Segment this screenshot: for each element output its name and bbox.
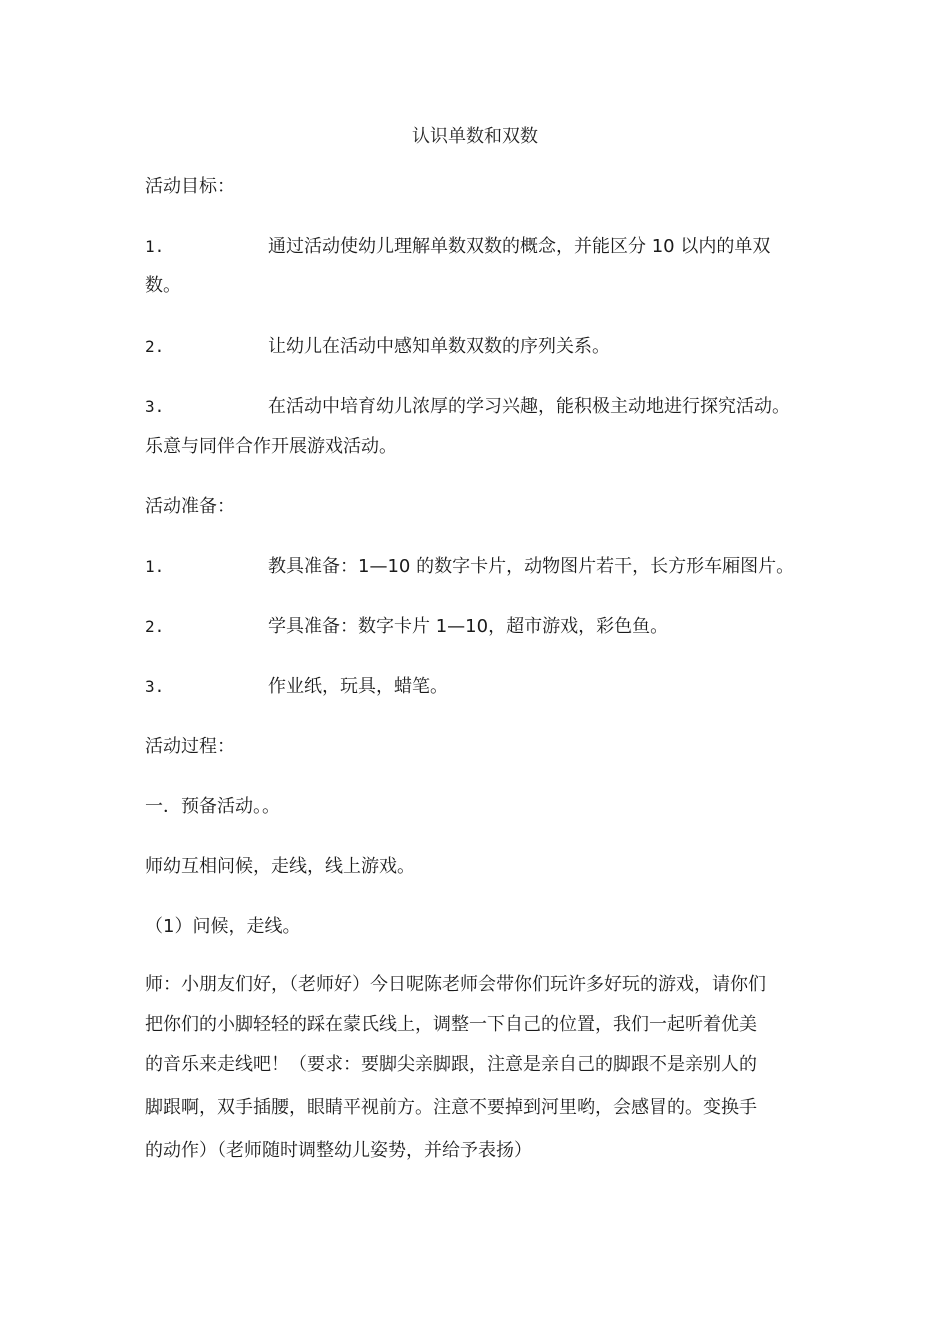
speech-line-4: 脚跟啊，双手插腰，眼睛平视前方。注意不要掉到河里哟，会感冒的。变换手 [145, 1097, 757, 1118]
goal-text-3: 在活动中培育幼儿浓厚的学习兴趣，能积极主动地进行探究活动。 [268, 396, 790, 417]
goal-text-2: 让幼儿在活动中感知单数双数的序列关系。 [268, 336, 610, 357]
process-paragraph-3: （1）问候，走线。 [145, 916, 301, 937]
process-paragraph-2: 师幼互相问候，走线，线上游戏。 [145, 856, 415, 877]
speech-line-3: 的音乐来走线吧！（要求：要脚尖亲脚跟，注意是亲自己的脚跟不是亲别人的 [145, 1054, 757, 1075]
speech-line-1: 师：小朋友们好，（老师好）今日呢陈老师会带你们玩许多好玩的游戏，请你们 [145, 974, 766, 995]
goal-number-2: 2. [145, 337, 165, 356]
prep-text-2: 学具准备：数字卡片 1—10，超市游戏，彩色鱼。 [268, 616, 669, 637]
goal-text-1-continuation: 数。 [145, 275, 181, 296]
prep-number-3: 3. [145, 677, 165, 696]
speech-line-5: 的动作）（老师随时调整幼儿姿势，并给予表扬） [145, 1140, 532, 1161]
process-heading: 活动过程： [145, 736, 235, 757]
document-title: 认识单数和双数 [412, 126, 538, 147]
goal-text-1: 通过活动使幼儿理解单数双数的概念，并能区分 10 以内的单双 [268, 236, 771, 257]
goal-number-3: 3. [145, 397, 165, 416]
prep-text-1: 教具准备：1—10 的数字卡片，动物图片若干，长方形车厢图片。 [268, 556, 795, 577]
goal-number-1: 1. [145, 237, 165, 256]
process-paragraph-1: 一．预备活动。。 [145, 796, 280, 817]
goal-text-3-continuation: 乐意与同伴合作开展游戏活动。 [145, 436, 397, 457]
prep-text-3: 作业纸，玩具，蜡笔。 [268, 676, 448, 697]
speech-line-2: 把你们的小脚轻轻的踩在蒙氏线上，调整一下自己的位置，我们一起听着优美 [145, 1014, 757, 1035]
preparation-heading: 活动准备： [145, 496, 235, 517]
prep-number-1: 1. [145, 557, 165, 576]
prep-number-2: 2. [145, 617, 165, 636]
goals-heading: 活动目标： [145, 176, 235, 197]
